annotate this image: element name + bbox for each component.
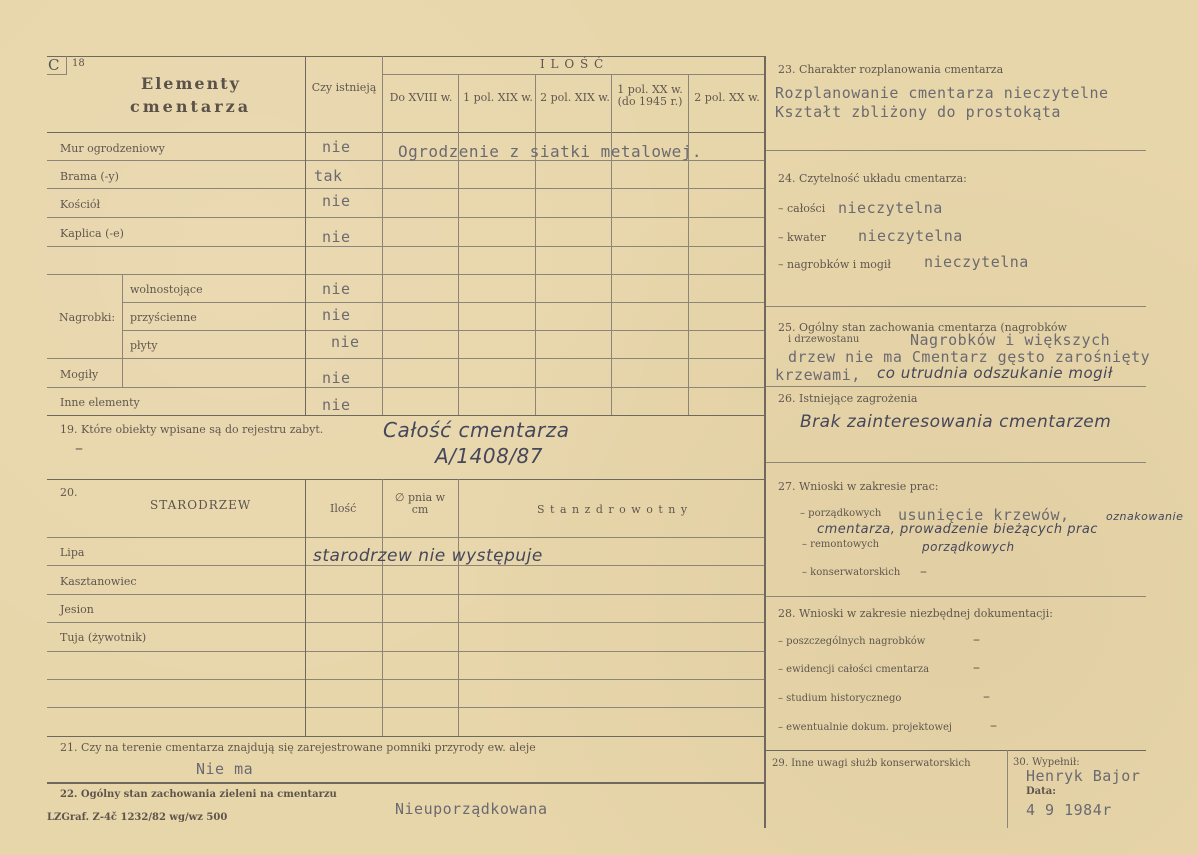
tree-lipa: Lipa	[60, 546, 85, 559]
exists-inne: nie	[322, 396, 351, 414]
fence-note: Ogrodzenie z siatki metalowej.	[398, 142, 702, 161]
s20-col-state: S t a n z d r o w o t n y	[537, 503, 689, 516]
s23-line2: Kształt zbliżony do prostokąta	[775, 103, 1061, 121]
exists-kosciol: nie	[322, 192, 351, 210]
exists-mur: nie	[322, 138, 351, 156]
exists-mogily: nie	[322, 369, 351, 387]
s27-porz-label: – porządkowych	[800, 508, 882, 519]
col-exists-header: Czy istnieją	[311, 81, 377, 94]
s19-label: 19. Które obiekty wpisane są do rejestru zabyt.	[60, 423, 324, 436]
s20-col-qty: Ilość	[330, 502, 357, 515]
s24-row2-value: nieczytelna	[858, 227, 963, 245]
row-label-inne: Inne elementy	[60, 396, 140, 409]
row-label-wolnostojace: wolnostojące	[130, 283, 203, 296]
period-header-4: 1 pol. XX w. (do 1945 r.)	[617, 83, 683, 108]
s20-col-diam: ∅ pnia w cm	[394, 491, 446, 516]
s25-hand: co utrudnia odszukanie mogił	[877, 364, 1113, 382]
s25-typed2: drzew nie ma Cmentarz gęsto zarośnięty	[788, 348, 1151, 366]
s27-porz-typed: usunięcie krzewów,	[898, 506, 1070, 524]
s23-line1: Rozplanowanie cmentarza nieczytelne	[775, 84, 1109, 102]
exists-brama: tak	[314, 167, 343, 185]
s28-label: 28. Wnioski w zakresie niezbędnej dokumentacji:	[778, 607, 1053, 620]
s28-row2-label: – ewidencji całości cmentarza	[778, 664, 930, 675]
s19-hand-line1: Całość cmentarza	[383, 418, 570, 442]
tree-kasztanowiec: Kasztanowiec	[60, 575, 137, 588]
elements-title-line1: Elementy	[141, 74, 241, 93]
ilosc-header: I L O Ś Ć	[540, 57, 605, 71]
s25-typed1: Nagrobków i większych	[910, 331, 1111, 349]
s27-label: 27. Wnioski w zakresie prac:	[778, 480, 939, 493]
s23-label: 23. Charakter rozplanowania cmentarza	[778, 63, 1004, 76]
period-header-5: 2 pol. XX w.	[694, 91, 760, 104]
s30-label: 30. Wypełnił:	[1013, 757, 1080, 768]
s22-value: Nieuporządkowana	[395, 800, 548, 818]
s28-row4-value: –	[990, 718, 997, 734]
s28-row3-value: –	[983, 689, 990, 705]
s21-value: Nie ma	[196, 760, 254, 778]
s25-label-line2: i drzewostanu	[788, 334, 860, 345]
s24-label: 24. Czytelność układu cmentarza:	[778, 172, 967, 185]
corner-letter: C	[48, 56, 60, 74]
tree-jesion: Jesion	[60, 603, 94, 616]
period-header-3: 2 pol. XIX w.	[540, 91, 610, 104]
s26-hand: Brak zainteresowania cmentarzem	[800, 412, 1112, 432]
row-label-plyty: płyty	[130, 339, 158, 352]
period-header-1: Do XVIII w.	[389, 91, 453, 104]
elements-title-line2: cmentarza	[130, 97, 252, 116]
s22-footer: LZGraf. Z-4č 1232/82 wg/wz 500	[47, 812, 228, 823]
s25-label-line1: 25. Ogólny stan zachowania cmentarza (nagrobków	[778, 321, 1067, 334]
s27-remont-label: – remontowych	[802, 539, 880, 550]
period-header-2: 1 pol. XIX w.	[463, 91, 533, 104]
s24-row1-label: – całości	[778, 202, 826, 215]
row-label-mogily: Mogiły	[60, 368, 99, 381]
exists-plyty: nie	[331, 333, 360, 351]
s28-row3-label: – studium historycznego	[778, 693, 902, 704]
s30-name: Henryk Bajor	[1026, 767, 1141, 785]
row-label-mur: Mur ogrodzeniowy	[60, 142, 165, 155]
exists-wolnostojace: nie	[322, 280, 351, 298]
s20-title: STARODRZEW	[150, 498, 252, 512]
s25-typed3: krzewami,	[775, 366, 861, 384]
s28-row2-value: –	[973, 660, 980, 676]
s27-hand-line3: porządkowych	[922, 540, 1015, 554]
s27-konserw-value: –	[920, 564, 927, 580]
s30-date: 4 9 1984r	[1026, 801, 1112, 819]
s28-row1-value: –	[973, 632, 980, 648]
s27-porz-hand: oznakowanie	[1106, 510, 1184, 523]
s29-label: 29. Inne uwagi służb konserwatorskich	[772, 758, 971, 769]
nagrobki-label: Nagrobki:	[59, 311, 116, 324]
s19-dash: –	[75, 438, 83, 457]
exists-kaplica: nie	[322, 228, 351, 246]
s27-hand-line2: cmentarza, prowadzenie bieżących prac	[817, 522, 1098, 537]
exists-przyscienne: nie	[322, 306, 351, 324]
row-label-kosciol: Kościół	[60, 198, 101, 211]
s28-row1-label: – poszczególnych nagrobków	[778, 636, 926, 647]
corner-number: 18	[72, 58, 85, 69]
s20-number: 20.	[60, 486, 78, 499]
row-label-kaplica: Kaplica (-e)	[60, 227, 124, 240]
s24-row3-label: – nagrobków i mogił	[778, 258, 891, 271]
s20-hand-note: starodrzew nie występuje	[313, 546, 543, 566]
s21-label: 21. Czy na terenie cmentarza znajdują się zarejestrowane pomniki przyrody ew. aleje	[60, 741, 536, 754]
s30-date-label: Data:	[1026, 786, 1056, 797]
s24-row3-value: nieczytelna	[924, 253, 1029, 271]
s28-row4-label: – ewentualnie dokum. projektowej	[778, 722, 953, 733]
s24-row2-label: – kwater	[778, 231, 826, 244]
s26-label: 26. Istniejące zagrożenia	[778, 392, 918, 405]
tree-tuja: Tuja (żywotnik)	[60, 631, 147, 644]
row-label-przyscienne: przyścienne	[130, 311, 197, 324]
s27-konserw-label: – konserwatorskich	[802, 567, 901, 578]
s19-hand-line2: A/1408/87	[435, 444, 544, 468]
s24-row1-value: nieczytelna	[838, 199, 943, 217]
row-label-brama: Brama (-y)	[60, 170, 119, 183]
s22-label: 22. Ogólny stan zachowania zieleni na cmentarzu	[60, 789, 337, 800]
